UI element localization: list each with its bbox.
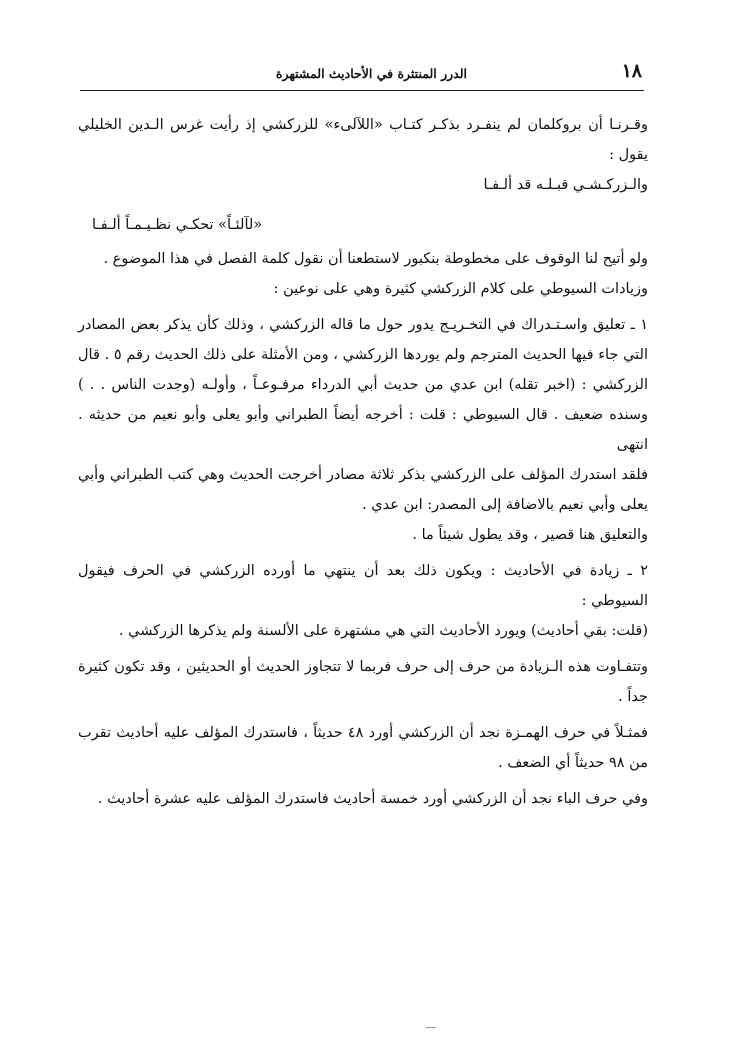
running-title: الدرر المنتثرة في الأحاديث المشتهرة: [275, 66, 467, 81]
paragraph-type-2: ٢ ـ زيادة في الأحاديث : ويكون ذلك بعد أن ينتهي ما أورده الزركشي في الحرف فيقول السيوطي :: [78, 563, 648, 609]
scan-mark: [426, 1027, 436, 1028]
paragraph-ba-example: وفي حرف الباء نجد أن الزركشي أورد خمسة أحاديث فاستدرك المؤلف عليه عشرة أحاديث .: [97, 791, 648, 807]
page-header: [80, 60, 642, 86]
paragraph-qultu: (قلت: بقي أحاديث) ويورد الأحاديث التي هي مشتهرة على الألسنة ولم يذكرها الزركشي .: [118, 623, 648, 639]
verse-line-2: «لآلئـاً» تحكـي نظـيـمـاً ألـفـا: [92, 217, 263, 233]
verse-line-1: والـزركـشـي قبـلـه قد ألـفـا: [483, 177, 648, 193]
paragraph-variation: وتتفـاوت هذه الـزيادة من حرف إلى حرف فربما لا تتجاوز الحديث أو الحديثين ، وقد تكون كثيرة جداً .: [78, 659, 648, 705]
paragraph-additions-intro: وزيادات السيوطي على كلام الزركشي كثيرة وهي على نوعين :: [273, 281, 648, 297]
paragraph-istidrak: فلقد استدرك المؤلف على الزركشي بذكر ثلاثة مصادر أخرجت الحديث وهي كتب الطبراني وأبي يعلى وأبي نعيم بالاضافة إلى المصدر: ابن عدي .: [78, 467, 648, 513]
paragraph-bankipur: ولو أتيح لنا الوقوف على مخطوطة بنكبور لاستطعنا أن نقول كلمة الفصل في هذا الموضوع .: [103, 251, 648, 267]
paragraph-short-comment: والتعليق هنا قصير ، وقد يطول شيئاً ما .: [412, 527, 648, 543]
paragraph-type-1: ١ ـ تعليق واسـتـدراك في التخـريـج يدور حول ما قاله الزركشي ، وذلك كأن يذكر بعض المصادر التي جاء فيها الحديث المترجم ولم يوردها الزركشي ، ومن الأمثلة على ذلك الحديث رقم ٥ . قال الزركشي : (اخبر تقله) ابن عدي من حديث أبي الدرداء مرفـوعـاً ، وأولـه (وجدت الناس . . ) وسنده ضعيف . قال السيوطي : قلت : أخرجه أيضاً الطبراني وأبو يعلى وأبو نعيم من حديثه . انتهى: [78, 317, 648, 453]
paragraph-brockelmann: وقـرنـا أن بروكلمان لم ينفـرد بذكـر كتـاب «اللآلىء» للزركشي إذ رأيت غرس الـدين الخليلي يقول :: [78, 117, 648, 163]
body-text: [78, 110, 648, 814]
paragraph-hamza-example: فمثـلاً في حرف الهمـزة نجد أن الزركشي أورد ٤٨ حديثاً ، فاستدرك المؤلف عليه أحاديث تقرب من ٩٨ حديثاً أي الضعف .: [78, 725, 648, 771]
page-number: ١٨: [621, 60, 642, 82]
header-rule: [80, 90, 644, 91]
